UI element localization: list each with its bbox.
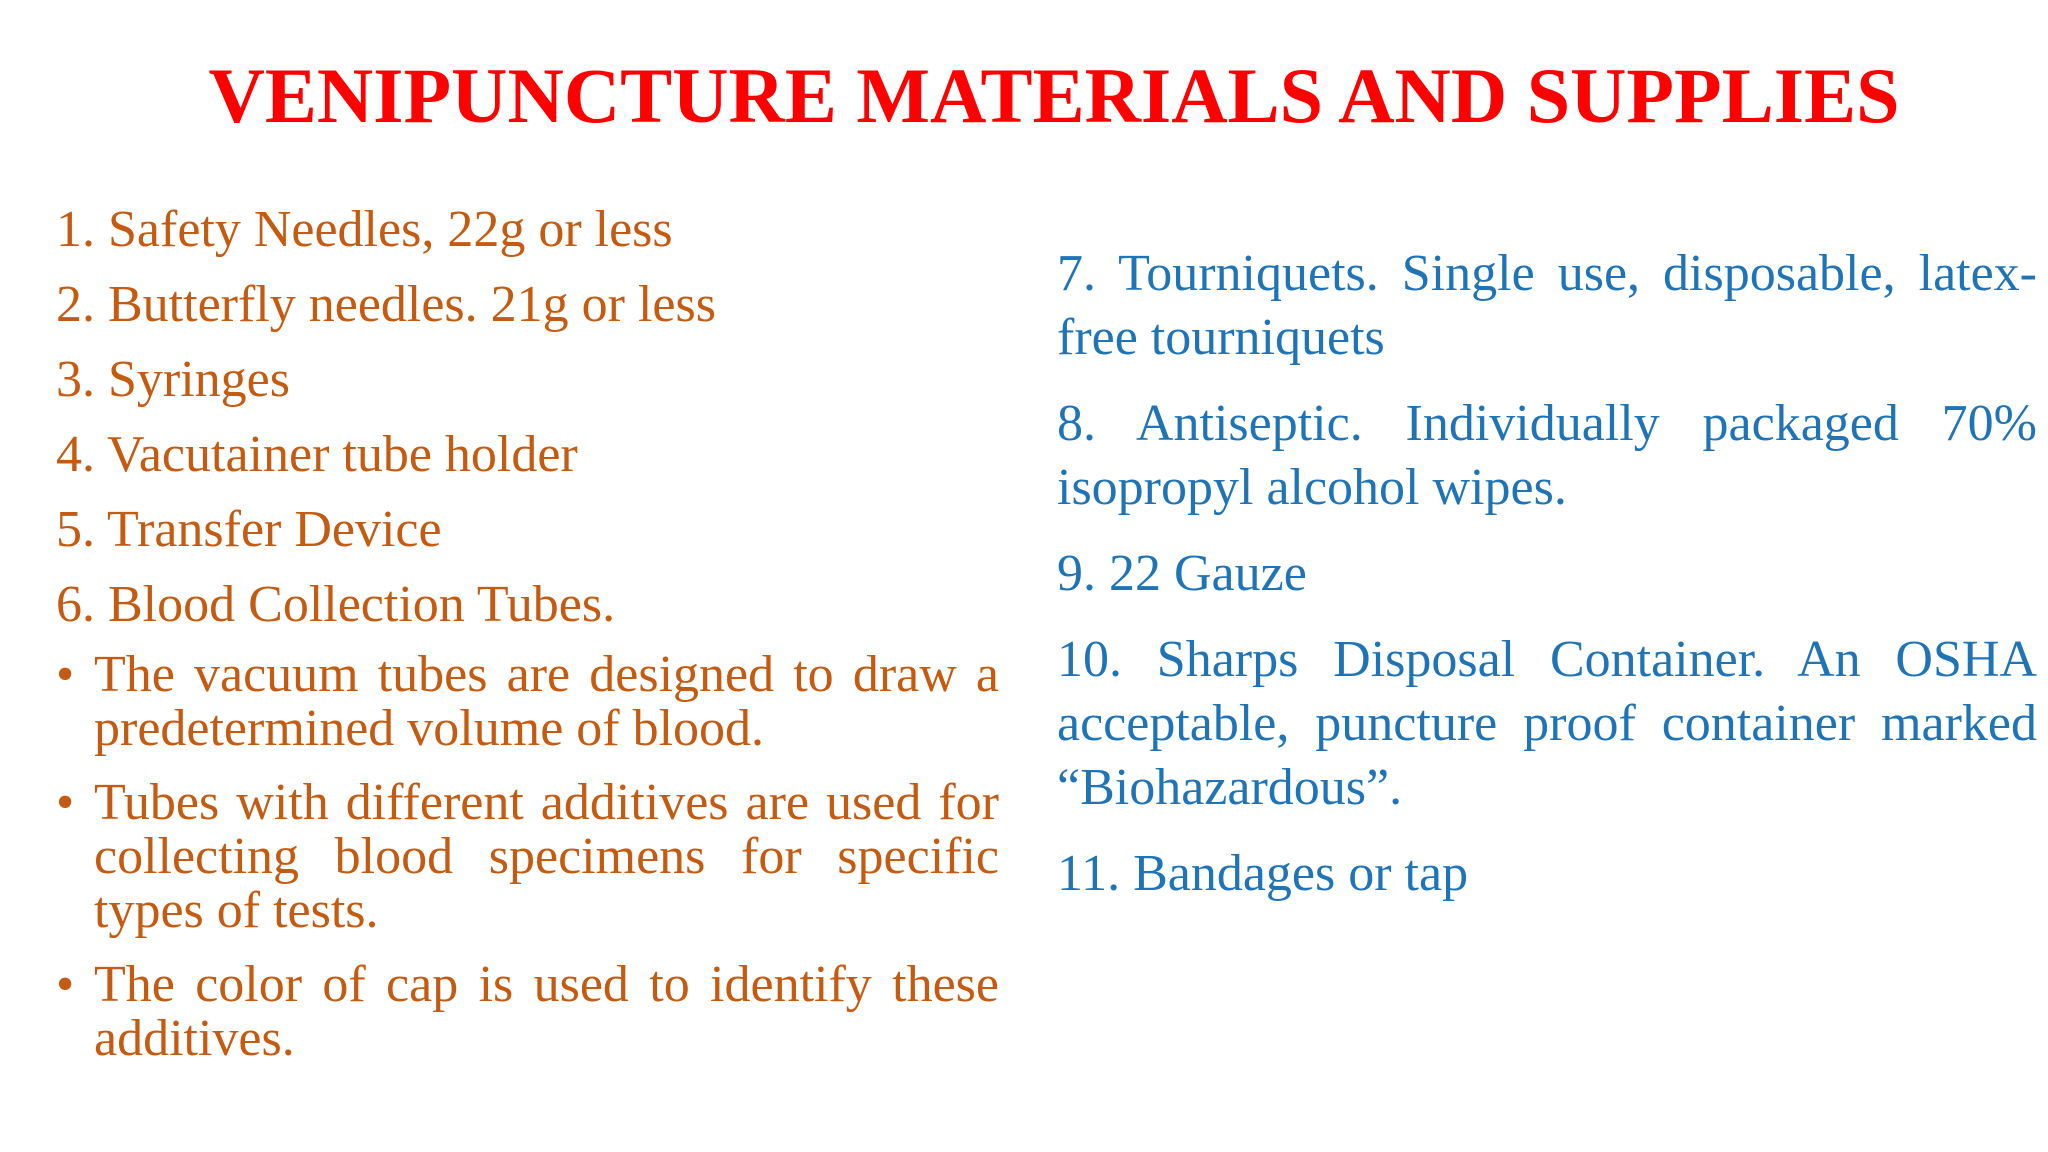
list-item: 1. Safety Needles, 22g or less — [56, 201, 673, 258]
bullet-text: The color of cap is used to identify these additives. — [94, 956, 999, 1067]
list-item: 3. Syringes — [56, 351, 290, 408]
right-column — [1057, 242, 2037, 928]
bullet-text: The vacuum tubes are designed to draw a predetermined volume of blood. — [94, 646, 999, 757]
list-item: 5. Transfer Device — [56, 501, 442, 558]
bullet-item — [56, 648, 999, 756]
list-item: 6. Blood Collection Tubes. — [56, 576, 616, 633]
bullet-list — [56, 648, 999, 1066]
bullet-item — [56, 958, 999, 1066]
left-column — [56, 192, 999, 1066]
bullet-icon: • — [56, 956, 75, 1013]
list-item: 4. Vacutainer tube holder — [56, 426, 578, 483]
bullet-icon: • — [56, 774, 75, 831]
list-item: 7. Tourniquets. Single use, disposable, latex-free tourniquets — [1057, 245, 2037, 366]
bullet-item — [56, 776, 999, 938]
slide-title: VENIPUNCTURE MATERIALS AND SUPPLIES — [208, 52, 1900, 139]
list-item: 9. 22 Gauze — [1057, 545, 1307, 602]
list-item: 10. Sharps Disposal Container. An OSHA acceptable, puncture proof container marked “Biohazardous”. — [1057, 631, 2037, 816]
list-item: 2. Butterfly needles. 21g or less — [56, 276, 716, 333]
bullet-icon: • — [56, 646, 75, 703]
bullet-text: Tubes with different additives are used for collecting blood specimens for specific types of tests. — [94, 774, 999, 939]
list-item: 11. Bandages or tap — [1057, 845, 1469, 902]
list-item: 8. Antiseptic. Individually packaged 70% isopropyl alcohol wipes. — [1057, 395, 2037, 516]
